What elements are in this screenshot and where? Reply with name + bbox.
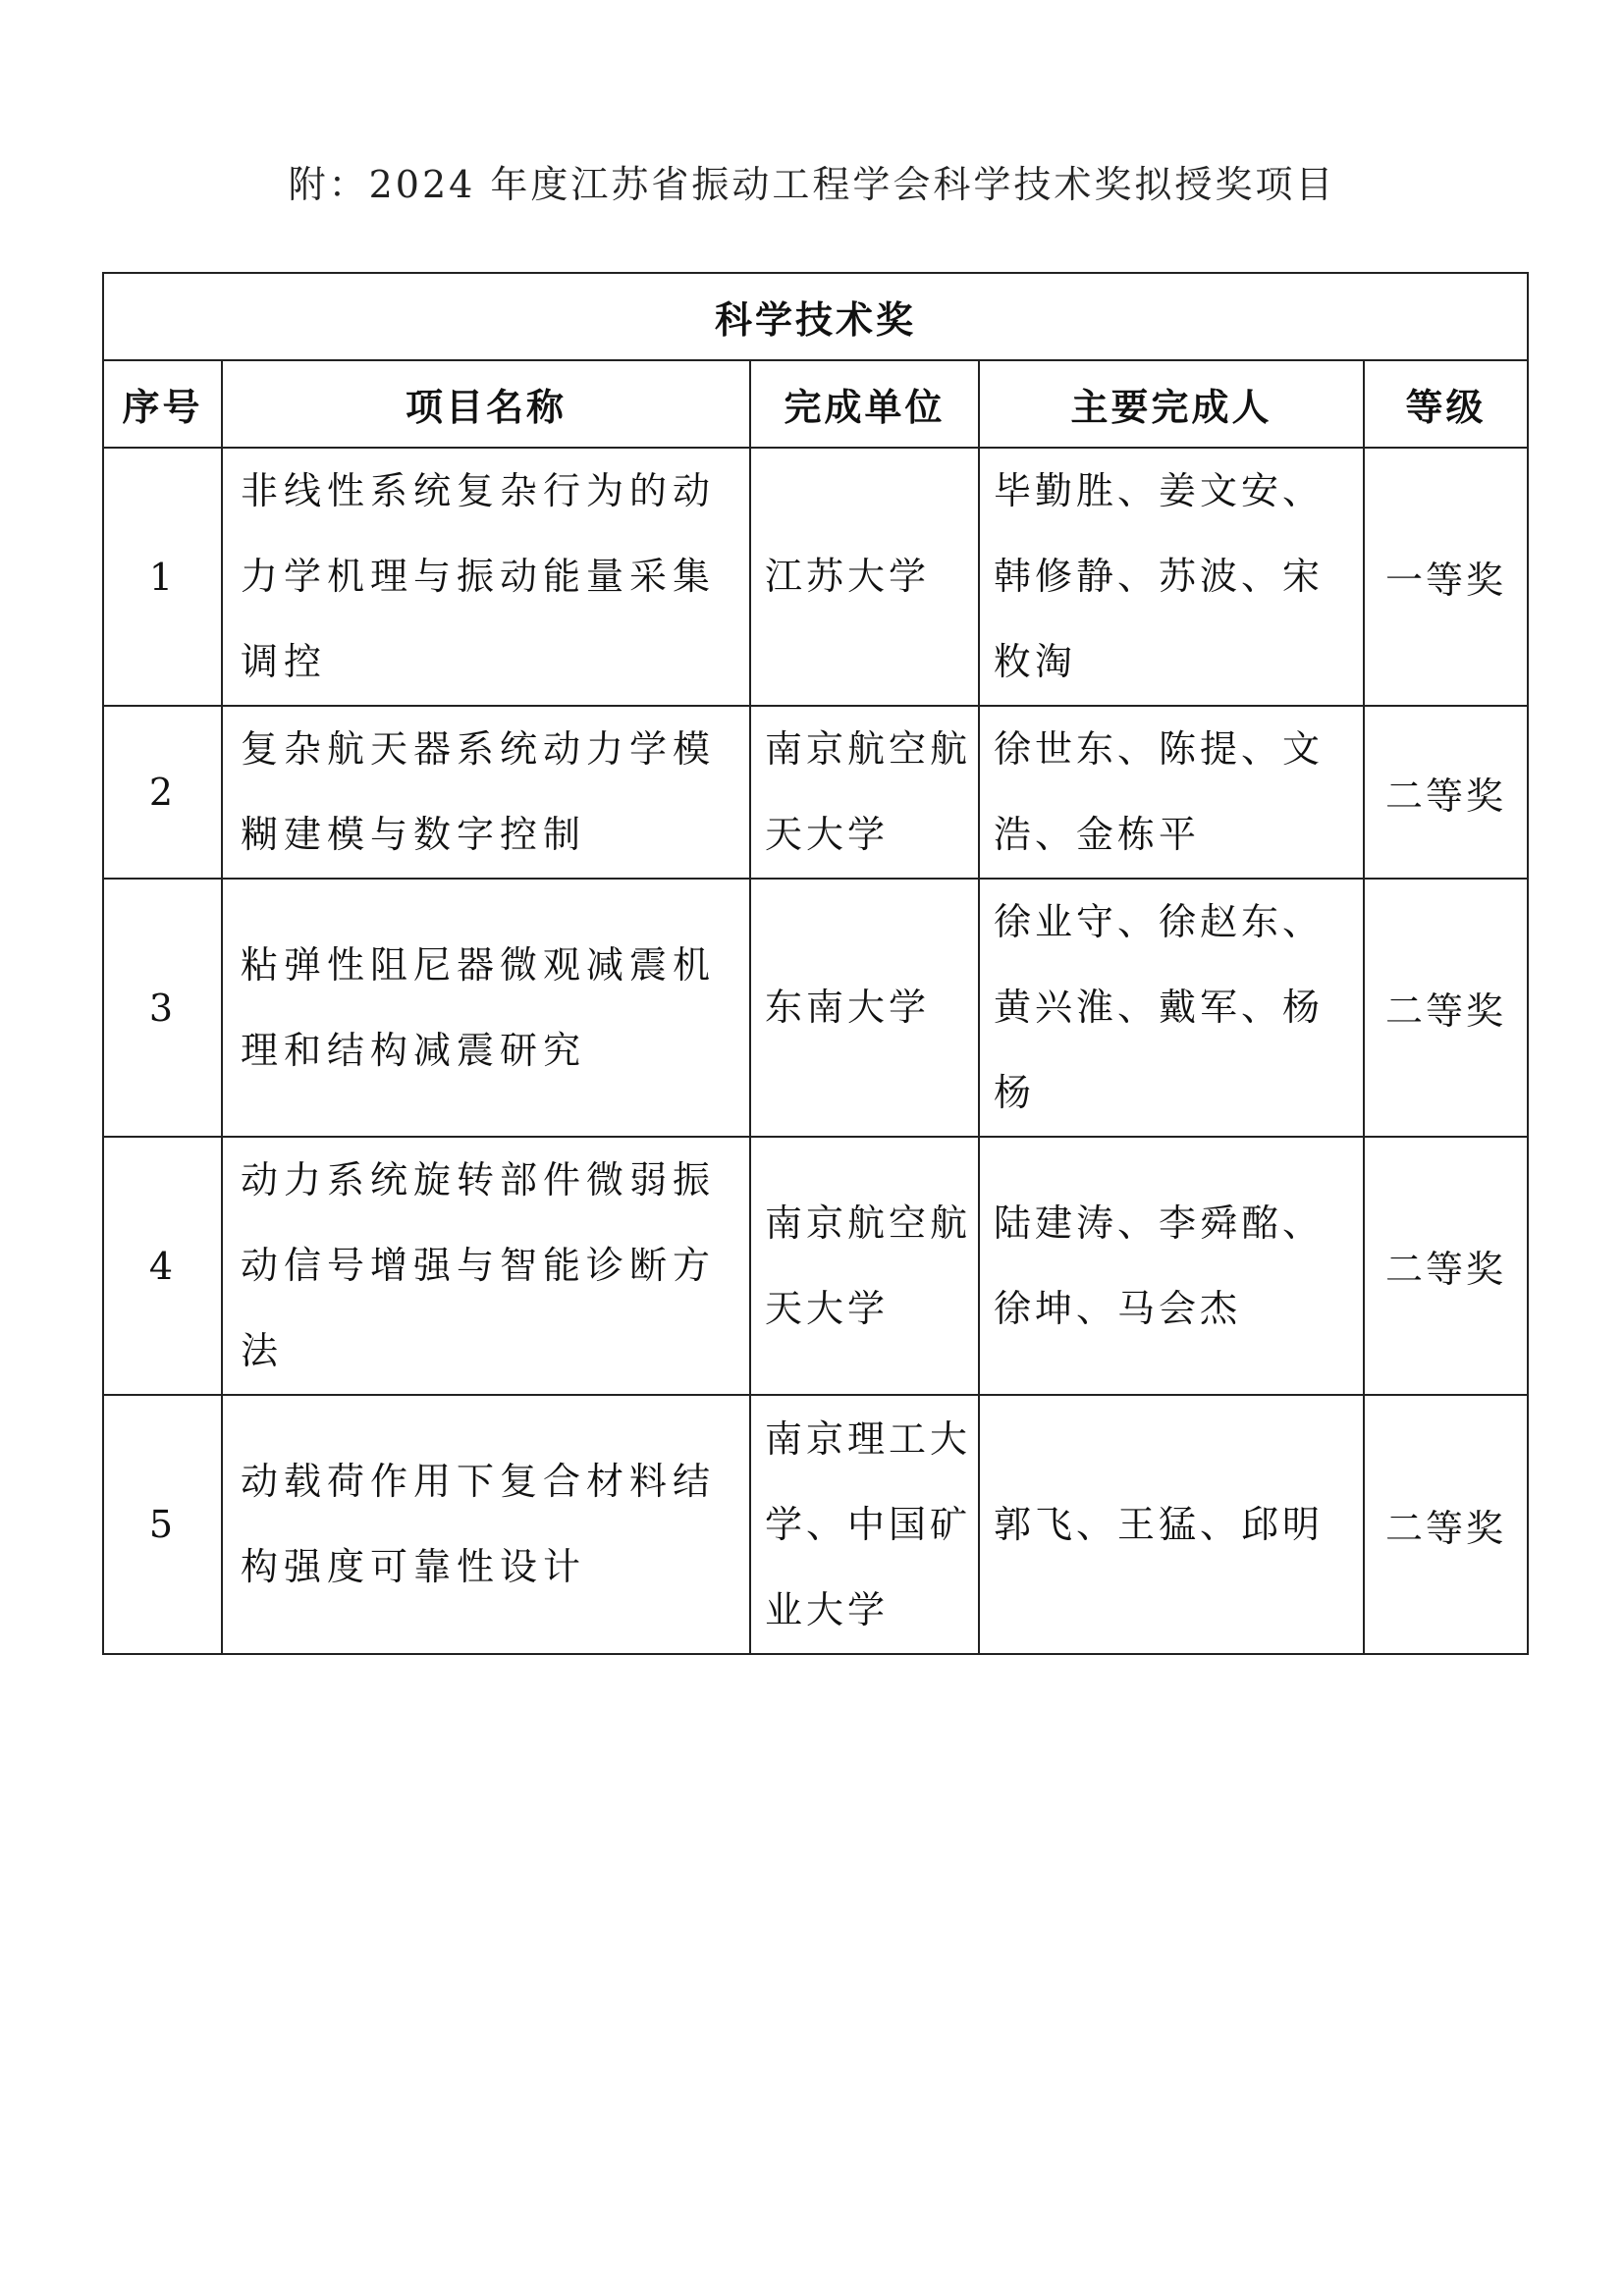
header-no: 序号 [103, 360, 222, 448]
row-no: 2 [103, 706, 222, 879]
row-people: 徐业守、徐赵东、黄兴淮、戴军、杨杨 [979, 879, 1364, 1137]
row-grade: 二等奖 [1364, 879, 1528, 1137]
row-unit: 江苏大学 [750, 448, 979, 706]
table-row [103, 879, 1528, 1137]
header-unit: 完成单位 [750, 360, 979, 448]
row-unit: 南京理工大学、中国矿业大学 [750, 1395, 979, 1654]
row-project: 动力系统旋转部件微弱振动信号增强与智能诊断方法 [222, 1137, 750, 1395]
row-people: 毕勤胜、姜文安、韩修静、苏波、宋敉淘 [979, 448, 1364, 706]
row-no: 4 [103, 1137, 222, 1395]
row-people: 郭飞、王猛、邱明 [979, 1395, 1364, 1654]
header-people: 主要完成人 [979, 360, 1364, 448]
row-people: 陆建涛、李舜酩、徐坤、马会杰 [979, 1137, 1364, 1395]
row-no: 5 [103, 1395, 222, 1654]
document-title: 附：2024 年度江苏省振动工程学会科学技术奖拟授奖项目 [288, 163, 1336, 206]
row-people: 徐世东、陈提、文浩、金栋平 [979, 706, 1364, 879]
row-project: 动载荷作用下复合材料结构强度可靠性设计 [222, 1395, 750, 1654]
row-project: 粘弹性阻尼器微观减震机理和结构减震研究 [222, 879, 750, 1137]
row-unit: 南京航空航天大学 [750, 706, 979, 879]
header-project: 项目名称 [222, 360, 750, 448]
table-caption: 科学技术奖 [103, 273, 1528, 360]
row-project: 复杂航天器系统动力学模糊建模与数字控制 [222, 706, 750, 879]
table-caption-row [103, 273, 1528, 360]
row-grade: 二等奖 [1364, 706, 1528, 879]
header-grade: 等级 [1364, 360, 1528, 448]
row-no: 1 [103, 448, 222, 706]
row-grade: 二等奖 [1364, 1395, 1528, 1654]
awards-table [102, 272, 1529, 1655]
row-grade: 二等奖 [1364, 1137, 1528, 1395]
table-row [103, 448, 1528, 706]
table-row [103, 1137, 1528, 1395]
row-grade: 一等奖 [1364, 448, 1528, 706]
row-unit: 东南大学 [750, 879, 979, 1137]
row-project: 非线性系统复杂行为的动力学机理与振动能量采集调控 [222, 448, 750, 706]
row-unit: 南京航空航天大学 [750, 1137, 979, 1395]
row-no: 3 [103, 879, 222, 1137]
table-row [103, 706, 1528, 879]
table-row [103, 1395, 1528, 1654]
table-header-row [103, 360, 1528, 448]
